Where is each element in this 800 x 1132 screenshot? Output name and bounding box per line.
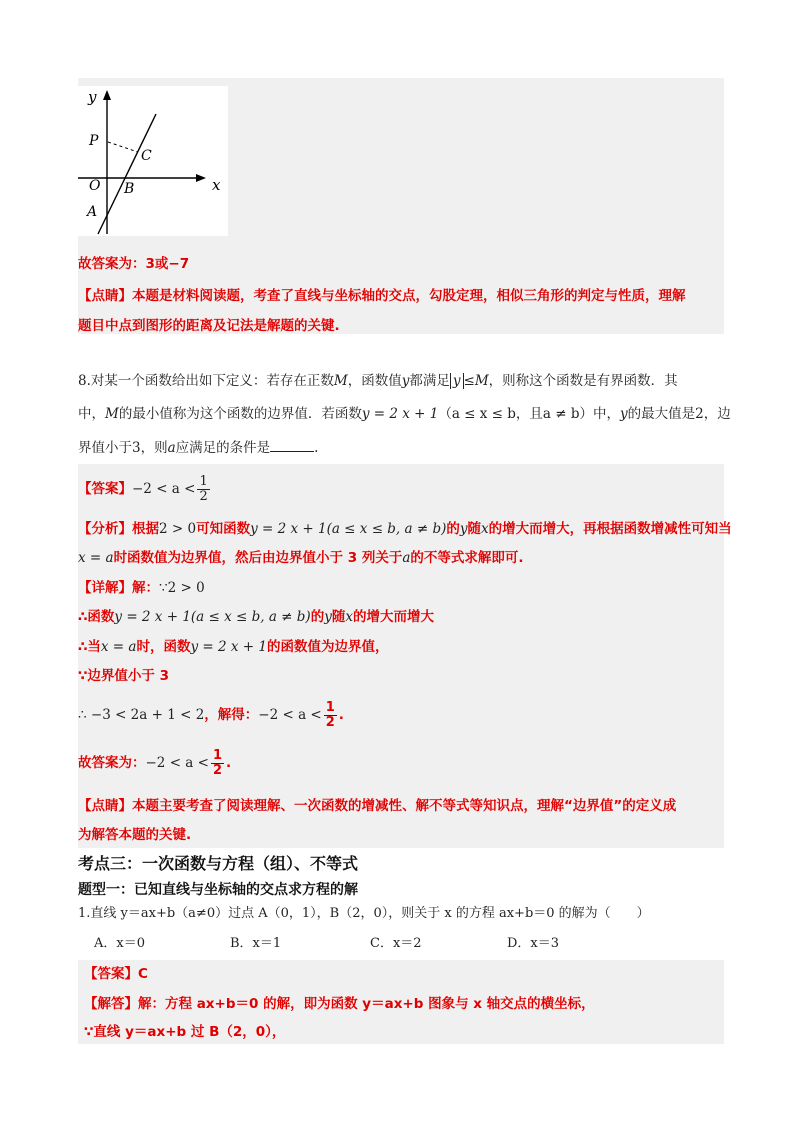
answer-blank [270, 437, 314, 452]
q8-final-answer: 故答案为：−2 < a < $\frac{1}{2}$ . [78, 747, 232, 778]
fraction-half: $\frac{1}{2}$ [199, 474, 208, 504]
figure-label-p: P [89, 133, 99, 149]
q8-answer: 【答案】−2 < a < $\frac{1}{2}$ [78, 474, 208, 504]
q8-analysis-line1: 【分析】根据2 > 0可知函数y = 2 x + 1(a ≤ x ≤ b, a ≠ b)的y随x的增大而增大，再根据函数增减性可知当 [78, 521, 732, 537]
figure-label-c: C [141, 148, 152, 164]
q8-line2: 中，M的最小值称为这个函数的边界值．若函数y = 2 x + 1（a ≤ x ≤ b，且a ≠ b）中，y的最大值是2，边 [78, 406, 731, 422]
comment-prev-line1: 【点睛】本题是材料阅读题，考查了直线与坐标轴的交点，勾股定理，相似三角形的判定与性质，理解 [78, 288, 686, 304]
q8-line1: 8.对某一个函数给出如下定义：若存在正数M，函数值y都满足 y ≤M，则称这个函数是有界函数．其 [78, 373, 678, 389]
coordinate-figure [78, 86, 228, 236]
q8-comment-line2: 为解答本题的关键. [78, 827, 192, 843]
q8-step4: ∴ −3 < 2a + 1 < 2，解得：−2 < a < $\frac{1}{2}$ . [78, 699, 344, 730]
answer-line-prev: 故答案为：3或−7 [78, 256, 190, 272]
q8-step2: ∴当x = a时，函数y = 2 x + 1的函数值为边界值， [78, 639, 389, 655]
figure-label-o: O [89, 178, 101, 194]
q8-analysis-line2: x = a时函数值为边界值，然后由边界值小于 3 列关于a的不等式求解即可. [78, 550, 524, 566]
q1-option-d: D．x＝3 [507, 936, 560, 951]
q8-step3: ∵边界值小于 3 [78, 668, 169, 684]
q1-option-c: C．x＝2 [370, 936, 422, 951]
section-subheading: 题型一：已知直线与坐标轴的交点求方程的解 [78, 882, 358, 898]
q1-option-a: A．x＝0 [94, 936, 145, 951]
q8-step1: ∴函数y = 2 x + 1(a ≤ x ≤ b, a ≠ b)的y随x的增大而增大 [78, 609, 434, 625]
figure-label-x: x [212, 176, 221, 194]
figure-label-y: y [88, 88, 97, 106]
section-heading: 考点三：一次函数与方程（组）、不等式 [78, 854, 359, 873]
q8-comment-line1: 【点睛】本题主要考查了阅读理解、一次函数的增减性、解不等式等知识点，理解“边界值”的定义成 [78, 798, 677, 814]
fraction-half-final: $\frac{1}{2}$ [212, 747, 222, 778]
q8-detail: 【详解】解：∵2 > 0 [78, 580, 205, 596]
figure-label-b: B [124, 181, 135, 197]
figure-label-a: A [87, 204, 98, 220]
comment-prev-line2: 题目中点到图形的距离及记法是解题的关键. [78, 318, 340, 334]
q1-option-b: B．x＝1 [230, 936, 282, 951]
q1-solution2: ∵直线 y＝ax+b 过 B（2，0）， [84, 1024, 286, 1040]
q8-line3: 界值小于3，则a应满足的条件是 . [78, 437, 318, 458]
q1-answer: 【答案】C [84, 966, 148, 982]
fraction-half-step: $\frac{1}{2}$ [325, 699, 335, 730]
q1-solution: 【解答】解：方程 ax+b＝0 的解，即为函数 y＝ax+b 图象与 x 轴交点的横坐标， [84, 996, 595, 1012]
q1-stem: 1.直线 y＝ax+b（a≠0）过点 A（0，1），B（2，0），则关于 x 的方程 ax+b＝0 的解为（ ） [78, 906, 650, 921]
